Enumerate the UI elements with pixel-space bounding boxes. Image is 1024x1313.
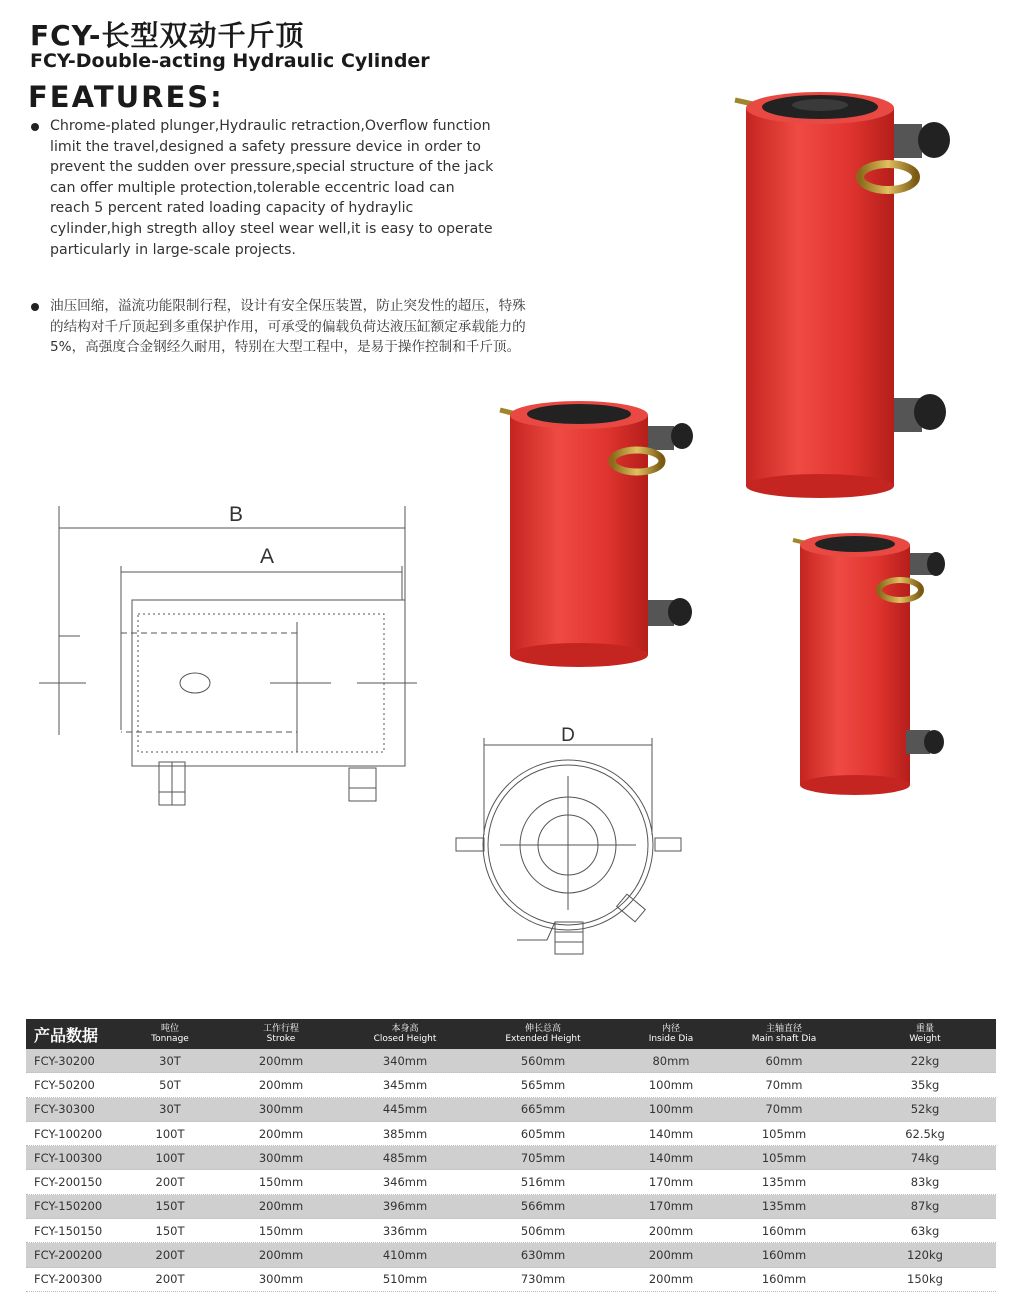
table-row <box>26 1122 996 1146</box>
table-title: 产品数据 <box>34 1025 99 1045</box>
table-cell: 605mm <box>520 1126 566 1141</box>
table-cell: 52kg <box>910 1102 940 1117</box>
table-cell: 160mm <box>761 1248 807 1263</box>
dimension-label-a: A <box>259 545 275 568</box>
model-cell: FCY-150200 <box>34 1199 103 1214</box>
table-cell: 410mm <box>382 1248 428 1263</box>
table-cell: 396mm <box>382 1199 428 1214</box>
table-cell: 200T <box>155 1175 185 1190</box>
table-cell: 120kg <box>907 1248 943 1263</box>
table-cell: 300mm <box>258 1102 304 1117</box>
page-title-cn: FCY-长型双动千斤顶 <box>30 19 305 52</box>
dimension-label-d: D <box>561 725 575 746</box>
cylinder-medium-image <box>500 401 693 667</box>
table-cell: 385mm <box>382 1126 428 1141</box>
dimension-label-b: B <box>228 503 244 526</box>
table-cell: 200mm <box>648 1223 694 1238</box>
table-cell: 70mm <box>765 1077 803 1092</box>
table-cell: 62.5kg <box>905 1126 945 1141</box>
features-heading: FEATURES: <box>28 80 224 114</box>
top-view-drawing <box>456 738 681 954</box>
table-cell: 345mm <box>382 1077 428 1092</box>
table-cell: 560mm <box>520 1053 566 1068</box>
header-tonnage: 吨位 Tonnage <box>151 1023 189 1044</box>
table-cell: 200mm <box>648 1248 694 1263</box>
table-cell: 150T <box>155 1199 185 1214</box>
table-cell: 83kg <box>910 1175 940 1190</box>
table-cell: 170mm <box>648 1175 694 1190</box>
table-cell: 70mm <box>765 1102 803 1117</box>
table-cell: 730mm <box>520 1272 566 1287</box>
table-cell: 340mm <box>382 1053 428 1068</box>
table-cell: 566mm <box>520 1199 566 1214</box>
feature-text-en: Chrome-plated plunger,Hydraulic retraction,Overflow function limit the travel,designed a safety pressure device in order to prevent the sudden over pressure,special structure of the jack can offer multiple protection,tolerable eccentric load can reach 5 percent rated loading capacity of hydraylic cylinder,high stregth alloy steel wear well,it is easy to operate particularly in large-scale projects. <box>50 118 494 258</box>
table-cell: 160mm <box>761 1223 807 1238</box>
table-cell: 100T <box>155 1126 185 1141</box>
header-closed-height: 本身高 Closed Height <box>373 1023 437 1044</box>
table-cell: 200mm <box>258 1053 304 1068</box>
table-cell: 105mm <box>761 1126 807 1141</box>
header-extended-height: 伸长总高 Extended Height <box>505 1023 581 1044</box>
model-cell: FCY-100200 <box>34 1126 103 1141</box>
table-cell: 100T <box>155 1150 185 1165</box>
table-cell: 200T <box>155 1248 185 1263</box>
table-cell: 140mm <box>648 1126 694 1141</box>
header-stroke: 工作行程 Stroke <box>262 1023 299 1044</box>
table-cell: 200T <box>155 1272 185 1287</box>
model-cell: FCY-150150 <box>34 1223 103 1238</box>
table-cell: 80mm <box>652 1053 690 1068</box>
model-cell: FCY-200300 <box>34 1272 103 1287</box>
table-cell: 200mm <box>648 1272 694 1287</box>
table-cell: 135mm <box>761 1175 807 1190</box>
table-cell: 200mm <box>258 1199 304 1214</box>
cylinder-large-image <box>735 92 950 498</box>
model-cell: FCY-200150 <box>34 1175 103 1190</box>
table-cell: 300mm <box>258 1150 304 1165</box>
model-cell: FCY-200200 <box>34 1248 103 1263</box>
model-cell: FCY-100300 <box>34 1150 103 1165</box>
table-cell: 35kg <box>910 1077 940 1092</box>
table-cell: 30T <box>159 1102 181 1117</box>
table-cell: 170mm <box>648 1199 694 1214</box>
table-cell: 485mm <box>382 1150 428 1165</box>
table-cell: 445mm <box>382 1102 428 1117</box>
table-cell: 74kg <box>910 1150 940 1165</box>
table-cell: 300mm <box>258 1272 304 1287</box>
table-cell: 50T <box>159 1077 181 1092</box>
table-cell: 200mm <box>258 1077 304 1092</box>
table-cell: 346mm <box>382 1175 428 1190</box>
product-data-table <box>26 1019 996 1292</box>
table-cell: 150T <box>155 1223 185 1238</box>
table-row <box>26 1195 996 1219</box>
table-cell: 63kg <box>910 1223 940 1238</box>
table-cell: 87kg <box>910 1199 940 1214</box>
table-cell: 630mm <box>520 1248 566 1263</box>
table-cell: 665mm <box>520 1102 566 1117</box>
feature-text-cn: 油压回缩，溢流功能限制行程，设计有安全保压装置，防止突发性的超压，特殊的结构对千斤顶起到多重保护作用，可承受的偏载负荷达液压缸额定承载能力的5%，高强度合金钢经久耐用，特别在大型工程中，是易于操作控制和千斤顶。 <box>50 298 526 355</box>
table-row <box>26 1049 996 1073</box>
model-cell: FCY-30200 <box>34 1053 95 1068</box>
page-title-en: FCY-Double-acting Hydraulic Cylinder <box>30 50 430 72</box>
cylinder-small-image <box>793 533 945 795</box>
header-weight: 重量 Weight <box>909 1023 941 1044</box>
table-cell: 140mm <box>648 1150 694 1165</box>
table-cell: 100mm <box>648 1102 694 1117</box>
table-row <box>26 1073 996 1097</box>
table-body <box>26 1049 996 1292</box>
table-row <box>26 1098 996 1122</box>
table-cell: 135mm <box>761 1199 807 1214</box>
table-cell: 150mm <box>258 1175 304 1190</box>
model-cell: FCY-50200 <box>34 1077 95 1092</box>
table-cell: 516mm <box>520 1175 566 1190</box>
table-header <box>26 1019 996 1049</box>
header-inside-dia: 内径 Inside Dia <box>648 1023 694 1044</box>
table-row <box>26 1243 996 1267</box>
table-cell: 60mm <box>765 1053 803 1068</box>
table-cell: 565mm <box>520 1077 566 1092</box>
side-view-drawing <box>39 506 417 805</box>
table-cell: 30T <box>159 1053 181 1068</box>
table-cell: 200mm <box>258 1248 304 1263</box>
table-row <box>26 1268 996 1292</box>
table-cell: 506mm <box>520 1223 566 1238</box>
table-cell: 22kg <box>910 1053 940 1068</box>
table-cell: 336mm <box>382 1223 428 1238</box>
table-cell: 705mm <box>520 1150 566 1165</box>
table-row <box>26 1170 996 1194</box>
table-row <box>26 1146 996 1170</box>
table-row <box>26 1219 996 1243</box>
model-cell: FCY-30300 <box>34 1102 95 1117</box>
table-cell: 150kg <box>907 1272 943 1287</box>
header-main-shaft-dia: 主轴直径 Main shaft Dia <box>751 1023 817 1044</box>
table-cell: 100mm <box>648 1077 694 1092</box>
table-cell: 160mm <box>761 1272 807 1287</box>
table-cell: 200mm <box>258 1126 304 1141</box>
table-cell: 105mm <box>761 1150 807 1165</box>
table-cell: 510mm <box>382 1272 428 1287</box>
table-cell: 150mm <box>258 1223 304 1238</box>
